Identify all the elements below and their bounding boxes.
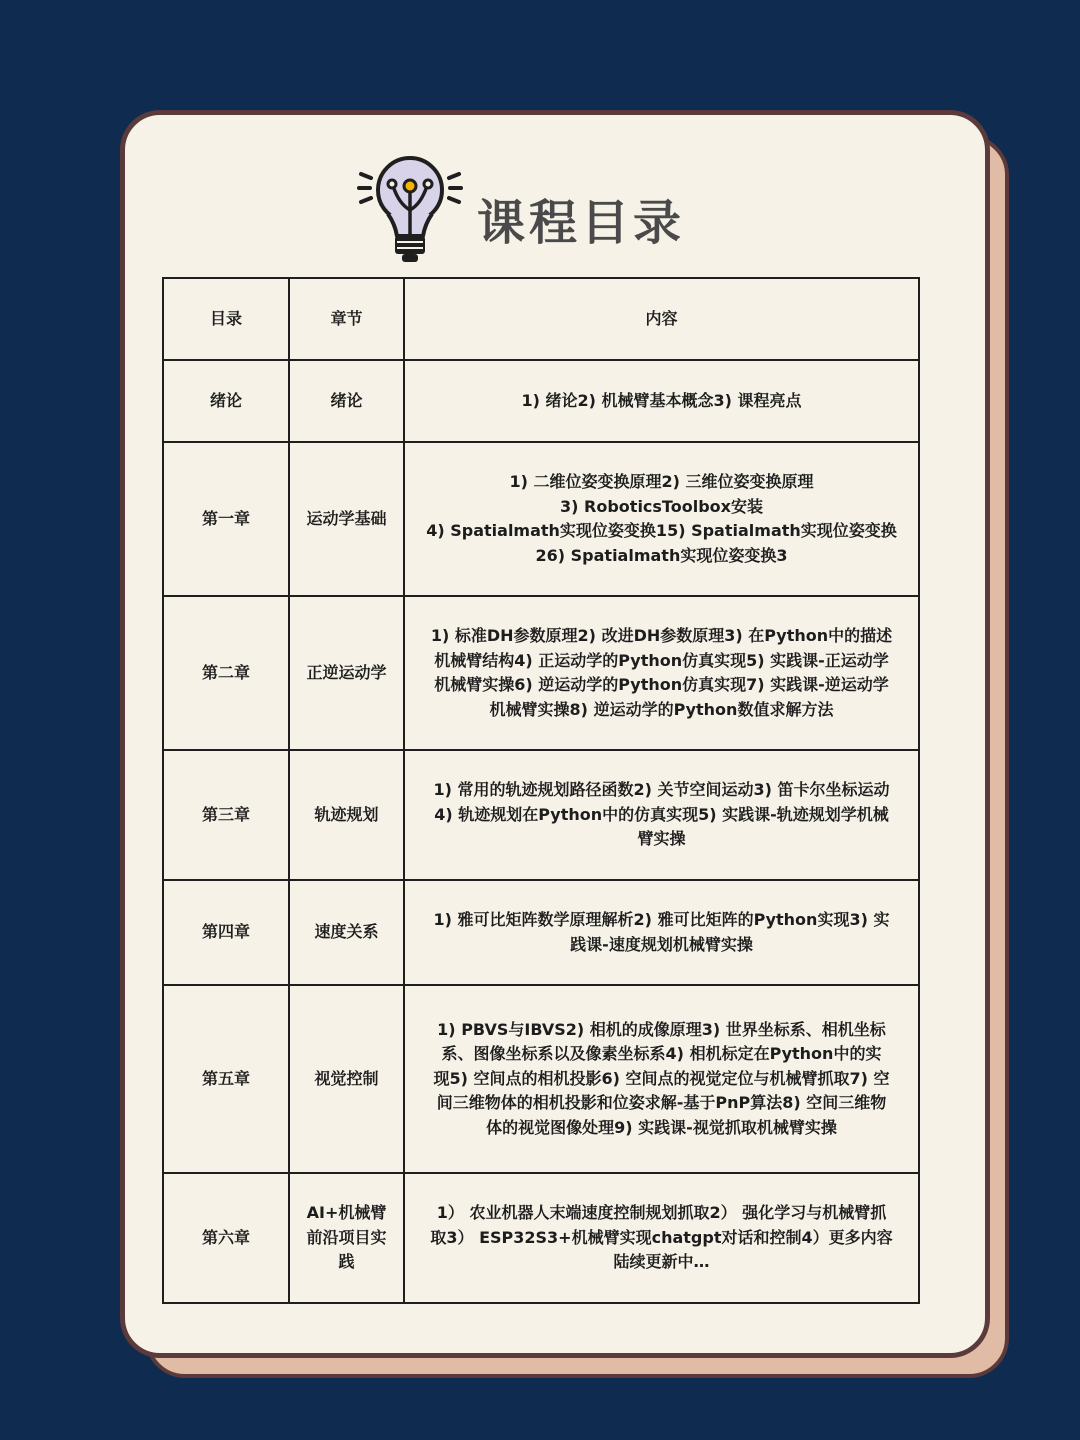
- table-row: [163, 985, 919, 1173]
- table-row: [163, 442, 919, 596]
- row-content: 1） 农业机器人末端速度控制规划抓取2） 强化学习与机械臂抓 取3） ESP32S3+机械臂实现chatgpt对话和控制4）更多内容 陆续更新中…: [404, 1173, 919, 1303]
- row-content: 1) 雅可比矩阵数学原理解析2) 雅可比矩阵的Python实现3) 实 践课-速度规划机械臂实操: [404, 880, 919, 985]
- table-header-row: [163, 278, 919, 360]
- row-dir: 第一章: [163, 442, 289, 596]
- row-dir: 第二章: [163, 596, 289, 750]
- row-dir: 第三章: [163, 750, 289, 880]
- lightbulb-icon: [355, 152, 465, 264]
- row-chapter: 轨迹规划: [289, 750, 404, 880]
- row-dir: 第五章: [163, 985, 289, 1173]
- row-chapter: 视觉控制: [289, 985, 404, 1173]
- row-chapter: AI+机械臂 前沿项目实 践: [289, 1173, 404, 1303]
- row-dir: 第六章: [163, 1173, 289, 1303]
- page-title: 课程目录: [477, 195, 686, 251]
- table-row: [163, 596, 919, 750]
- row-chapter: 速度关系: [289, 880, 404, 985]
- table-row: [163, 880, 919, 985]
- header-cell-content: 内容: [404, 278, 919, 360]
- row-content: 1) 绪论2) 机械臂基本概念3) 课程亮点: [404, 360, 919, 442]
- table-row: [163, 750, 919, 880]
- row-chapter: 绪论: [289, 360, 404, 442]
- row-content: 1) PBVS与IBVS2) 相机的成像原理3) 世界坐标系、相机坐标 系、图像坐标系以及像素坐标系4) 相机标定在Python中的实 现5) 空间点的相机投影6) 空间点的视觉定位与机械臂抓取7) 空 间三维物体的相机投影和位姿求解-基于PnP算法8) 空间三维物 体的视觉图像处理9) 实践课-视觉抓取机械臂实操: [404, 985, 919, 1173]
- header-cell-dir: 目录: [163, 278, 289, 360]
- row-content: 1) 标准DH参数原理2) 改进DH参数原理3) 在Python中的描述 机械臂结构4) 正运动学的Python仿真实现5) 实践课-正运动学 机械臂实操6) 逆运动学的Python仿真实现7) 实践课-逆运动学 机械臂实操8) 逆运动学的Python数值求解方法: [404, 596, 919, 750]
- row-chapter: 正逆运动学: [289, 596, 404, 750]
- row-content: 1) 常用的轨迹规划路径函数2) 关节空间运动3) 笛卡尔坐标运动 4) 轨迹规划在Python中的仿真实现5) 实践课-轨迹规划学机械 臂实操: [404, 750, 919, 880]
- table-row: [163, 1173, 919, 1303]
- course-table: [162, 277, 920, 1304]
- header-cell-chapter: 章节: [289, 278, 404, 360]
- row-dir: 第四章: [163, 880, 289, 985]
- row-content: 1) 二维位姿变换原理2) 三维位姿变换原理 3) RoboticsToolbox安装 4) Spatialmath实现位姿变换15) Spatialmath实现位姿变换 26) Spatialmath实现位姿变换3: [404, 442, 919, 596]
- header: [355, 150, 685, 265]
- row-chapter: 运动学基础: [289, 442, 404, 596]
- table-row: [163, 360, 919, 442]
- row-dir: 绪论: [163, 360, 289, 442]
